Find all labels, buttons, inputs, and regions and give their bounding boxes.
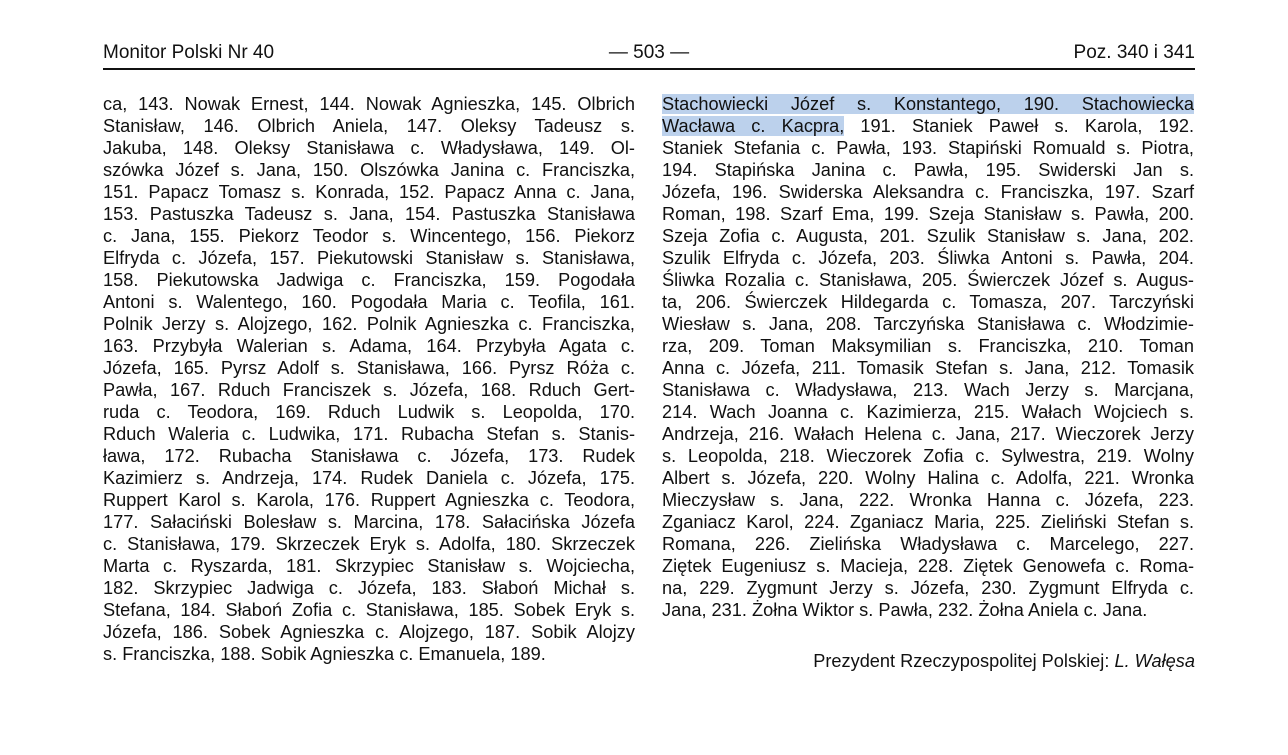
text-line: Romana, 226. Zielińska Władysława c. Marcelego, 227.	[662, 534, 1194, 554]
text-line: Stanisława c. Władysława, 213. Wach Jerzy s. Marcjana,	[662, 380, 1194, 400]
right-text-column	[662, 93, 1194, 621]
text-line: Jana, 231. Żołna Wiktor s. Pawła, 232. Żołna Aniela c. Jana.	[662, 600, 1148, 620]
text-line-partially-selected[interactable]	[662, 115, 1194, 137]
page-header	[103, 38, 1195, 68]
page-number: — 503 —	[608, 42, 690, 63]
text-line: Józefa, 165. Pyrsz Adolf s. Stanisława, 166. Pyrsz Róża c.	[103, 358, 635, 378]
text-line: 214. Wach Joanna c. Kazimierza, 215. Wałach Wojciech s.	[662, 402, 1194, 422]
text-line: Pawła, 167. Rduch Franciszek s. Józefa, 168. Rduch Gert-	[103, 380, 635, 400]
text-line: ruda c. Teodora, 169. Rduch Ludwik s. Leopolda, 170.	[103, 402, 635, 422]
text-line: na, 229. Zygmunt Jerzy s. Józefa, 230. Zygmunt Elfryda c.	[662, 578, 1194, 598]
text-line: 177. Sałaciński Bolesław s. Marcina, 178. Sałacińska Józefa	[103, 512, 635, 532]
text-line: 151. Papacz Tomasz s. Konrada, 152. Papacz Anna c. Jana,	[103, 182, 635, 202]
text-line: ława, 172. Rubacha Stanisława c. Józefa, 173. Rudek	[103, 446, 635, 466]
text-line: Jakuba, 148. Oleksy Stanisława c. Władysława, 149. Ol-	[103, 138, 635, 158]
text-line: Józefa, 186. Sobek Agnieszka c. Alojzego, 187. Sobik Alojzy	[103, 622, 635, 642]
text-line: 163. Przybyła Walerian s. Adama, 164. Przybyła Agata c.	[103, 336, 635, 356]
text-line: Polnik Jerzy s. Alojzego, 162. Polnik Agnieszka c. Franciszka,	[103, 314, 635, 334]
text-line: Rduch Waleria c. Ludwika, 171. Rubacha Stefan s. Stanis-	[103, 424, 635, 444]
text-line: Stefana, 184. Słaboń Zofia c. Stanisława, 185. Sobek Eryk s.	[103, 600, 635, 620]
text-line: Wiesław s. Jana, 208. Tarczyńska Stanisława c. Włodzimie-	[662, 314, 1194, 334]
text-line: rza, 209. Toman Maksymilian s. Franciszka, 210. Toman	[662, 336, 1194, 356]
text-line: 158. Piekutowska Jadwiga c. Franciszka, 159. Pogodała	[103, 270, 635, 290]
signature-line	[813, 650, 1195, 672]
text-line: Kazimierz s. Andrzeja, 174. Rudek Daniela c. Józefa, 175.	[103, 468, 635, 488]
text-line: Ziętek Eugeniusz s. Macieja, 228. Ziętek Genowefa c. Roma-	[662, 556, 1194, 576]
text-fragment: 191. Staniek Paweł s. Karola, 192.	[844, 116, 1194, 136]
text-line: Marta c. Ryszarda, 181. Skrzypiec Stanisław s. Wojciecha,	[103, 556, 635, 576]
text-line: Józefa, 196. Swiderska Aleksandra c. Franciszka, 197. Szarf	[662, 182, 1194, 202]
text-line: Stanisław, 146. Olbrich Aniela, 147. Oleksy Tadeusz s.	[103, 116, 635, 136]
text-line: szówka Józef s. Jana, 150. Olszówka Janina c. Franciszka,	[103, 160, 635, 180]
position-reference: Poz. 340 i 341	[1073, 42, 1195, 63]
text-line: c. Stanisława, 179. Skrzeczek Eryk s. Adolfa, 180. Skrzeczek	[103, 534, 635, 554]
text-line: Szulik Elfryda c. Józefa, 203. Śliwka Antoni s. Pawła, 204.	[662, 248, 1194, 268]
text-line: Mieczysław s. Jana, 222. Wronka Hanna c. Józefa, 223.	[662, 490, 1194, 510]
text-line: Andrzeja, 216. Wałach Helena c. Jana, 217. Wieczorek Jerzy	[662, 424, 1194, 444]
text-line: ta, 206. Świerczek Hildegarda c. Tomasza, 207. Tarczyński	[662, 292, 1194, 312]
text-line: Elfryda c. Józefa, 157. Piekutowski Stanisław s. Stanisława,	[103, 248, 635, 268]
text-line: ca, 143. Nowak Ernest, 144. Nowak Agnieszka, 145. Olbrich	[103, 94, 635, 114]
text-line: 182. Skrzypiec Jadwiga c. Józefa, 183. Słaboń Michał s.	[103, 578, 635, 598]
header-rule	[103, 68, 1195, 70]
left-text-column	[103, 93, 635, 665]
text-line: Albert s. Józefa, 220. Wolny Halina c. Adolfa, 221. Wronka	[662, 468, 1194, 488]
text-line: Antoni s. Walentego, 160. Pogodała Maria c. Teofila, 161.	[103, 292, 635, 312]
text-line: Staniek Stefania c. Pawła, 193. Stapiński Romuald s. Piotra,	[662, 138, 1194, 158]
text-line: Roman, 198. Szarf Ema, 199. Szeja Stanisław s. Pawła, 200.	[662, 204, 1194, 224]
signature-prefix: Prezydent Rzeczypospolitej Polskiej:	[813, 651, 1110, 671]
text-line: 194. Stapińska Janina c. Pawła, 195. Swiderski Jan s.	[662, 160, 1194, 180]
text-line: Anna c. Józefa, 211. Tomasik Stefan s. Jana, 212. Tomasik	[662, 358, 1194, 378]
text-line: Szeja Zofia c. Augusta, 201. Szulik Stanisław s. Jana, 202.	[662, 226, 1194, 246]
text-line: Śliwka Rozalia c. Stanisława, 205. Świerczek Józef s. Augus-	[662, 270, 1194, 290]
text-line: s. Franciszka, 188. Sobik Agnieszka c. Emanuela, 189.	[103, 644, 546, 664]
text-line: s. Leopolda, 218. Wieczorek Zofia c. Sylwestra, 219. Wolny	[662, 446, 1194, 466]
text-line: Ruppert Karol s. Karola, 176. Ruppert Agnieszka c. Teodora,	[103, 490, 635, 510]
selected-text[interactable]: Wacława c. Kacpra,	[662, 116, 845, 136]
text-line-selected[interactable]	[662, 93, 1194, 115]
text-line: Zganiacz Karol, 224. Zganiacz Maria, 225. Zieliński Stefan s.	[662, 512, 1194, 532]
selected-text[interactable]: Stachowiecki Józef s. Konstantego, 190. Stachowiecka	[662, 94, 1194, 114]
text-line: c. Jana, 155. Piekorz Teodor s. Wincentego, 156. Piekorz	[103, 226, 635, 246]
text-line: 153. Pastuszka Tadeusz s. Jana, 154. Pastuszka Stanisława	[103, 204, 635, 224]
publication-title: Monitor Polski Nr 40	[103, 42, 275, 63]
signature-name: L. Wałęsa	[1114, 651, 1195, 671]
